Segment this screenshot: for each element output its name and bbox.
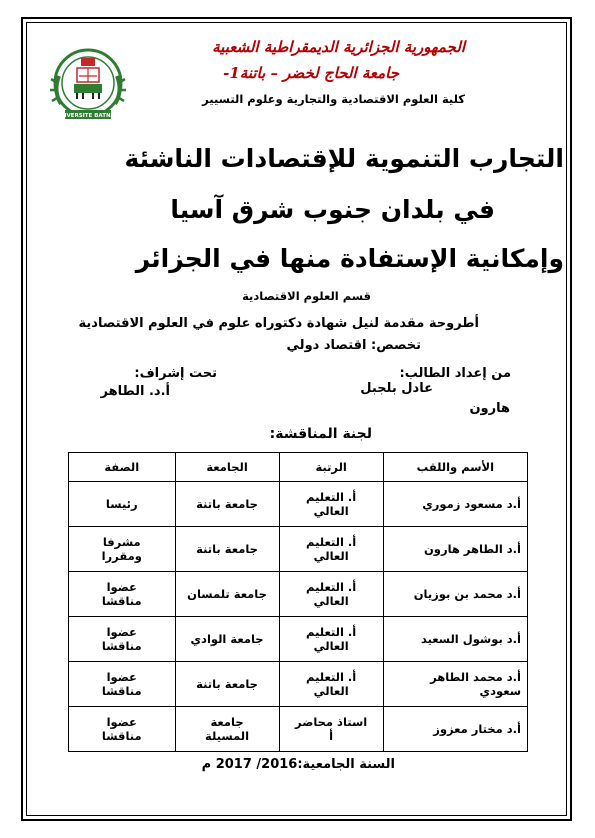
table-row [69,572,528,617]
member-university: جامعة باتنة [175,482,279,527]
logo-caption: UNIVERSITE BATNA 1 [55,113,121,119]
prepared-by-label: من إعداد الطالب: [399,366,511,381]
academic-year: السنة الجامعية:2016/ 2017 م [201,757,395,772]
member-rank: أ. التعليم العالي [279,662,383,707]
table-row [69,617,528,662]
faculty-header: كلية العلوم الاقتصادية والتجارية وعلوم التسيير [202,92,465,106]
member-rank: أ. التعليم العالي [279,617,383,662]
member-university: جامعة الوادي [175,617,279,662]
member-rank: أ. التعليم العالي [279,572,383,617]
member-role: عضوا مناقشا [69,662,176,707]
member-name: أ.د محمد الطاهر سعودي [383,662,527,707]
title-line-3: وإمكانية الإستفادة منها في الجزائر [135,244,564,273]
thesis-description: أطروحة مقدمة لنيل شهادة دكتوراه علوم في العلوم الاقتصادية [78,316,479,331]
department-label: قسم العلوم الاقتصادية [242,289,371,303]
member-name: أ.د مسعود زموري [383,482,527,527]
table-header-row [69,453,528,482]
member-role: مشرفا ومقررا [69,527,176,572]
supervisor-label: تحت إشراف: [134,366,217,381]
member-rank: أ. التعليم العالي [279,527,383,572]
member-rank: استاذ محاضر أ [279,707,383,752]
title-line-2: في بلدان جنوب شرق آسيا [170,195,495,224]
header-name: الأسم واللقب [383,453,527,482]
table-row [69,707,528,752]
republic-header: الجمهورية الجزائرية الديمقراطية الشعبية [212,38,465,56]
header-role: الصفة [69,453,176,482]
header-university: الجامعة [175,453,279,482]
member-university: جامعة تلمسان [175,572,279,617]
table-row [69,662,528,707]
header-rank: الرتبة [279,453,383,482]
supervisor-name-cont: هارون [469,401,510,416]
student-name: عادل بلجبل [360,381,433,396]
member-rank: أ. التعليم العالي [279,482,383,527]
supervisor-name: أ.د. الطاهر [100,384,170,399]
member-name: أ.د الطاهر هارون [383,527,527,572]
university-header: جامعة الحاج لخضر – باتنة1- [223,64,399,82]
member-role: عضوا مناقشا [69,617,176,662]
specialty-label: تخصص: اقتصاد دولي [286,338,421,353]
table-row [69,527,528,572]
member-role: رئيسا [69,482,176,527]
university-logo-icon [47,46,129,124]
table-row [69,482,528,527]
member-role: عضوا مناقشا [69,707,176,752]
member-name: أ.د محمد بن بوزيان [383,572,527,617]
member-name: أ.د مختار معزوز [383,707,527,752]
title-line-1: التجارب التنموية للإقتصادات الناشئة [124,144,564,173]
member-name: أ.د بوشول السعيد [383,617,527,662]
member-university: جامعة باتنة [175,662,279,707]
committee-title: لجنة المناقشة: [269,426,372,442]
committee-table [68,452,528,752]
member-university: جامعة المسيلة [175,707,279,752]
member-university: جامعة باتنة [175,527,279,572]
member-role: عضوا مناقشا [69,572,176,617]
